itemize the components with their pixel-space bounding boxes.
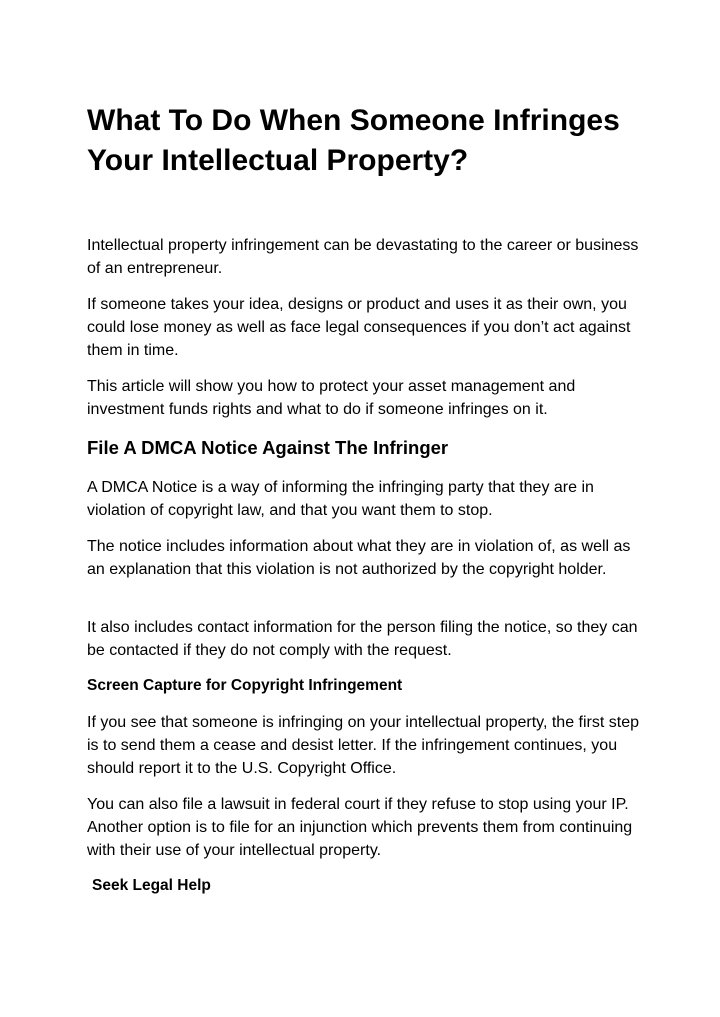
- document-title: What To Do When Someone Infringes Your Intellectual Property?: [87, 104, 620, 177]
- section-heading-legal-help: Seek Legal Help: [92, 877, 211, 894]
- screen-capture-paragraph-2: You can also file a lawsuit in federal court if they refuse to stop using your IP. Another option is to file for an injunction which prevents them from continuing with their use of your intellectual property.: [87, 796, 633, 859]
- intro-paragraph-1: Intellectual property infringement can be devastating to the career or business of an entrepreneur.: [87, 237, 639, 277]
- screen-capture-paragraph-1: If you see that someone is infringing on your intellectual property, the first step is to send them a cease and desist letter. If the infringement continues, you should report it to the U.S. Copyright Office.: [87, 714, 639, 777]
- dmca-paragraph-3: It also includes contact information for the person filing the notice, so they can be contacted if they do not comply with the request.: [87, 619, 638, 659]
- dmca-paragraph-2: The notice includes information about what they are in violation of, as well as an explanation that this violation is not authorized by the copyright holder.: [87, 538, 631, 578]
- section-heading-dmca: File A DMCA Notice Against The Infringer: [87, 437, 449, 458]
- section-heading-screen-capture: Screen Capture for Copyright Infringement: [87, 677, 403, 694]
- intro-paragraph-3: This article will show you how to protect your asset management and investment funds rights and what to do if someone infringes on it.: [87, 378, 576, 418]
- dmca-paragraph-1: A DMCA Notice is a way of informing the infringing party that they are in violation of copyright law, and that you want them to stop.: [87, 479, 594, 519]
- intro-paragraph-2: If someone takes your idea, designs or product and uses it as their own, you could lose money as well as face legal consequences if you don’t act against them in time.: [87, 296, 631, 359]
